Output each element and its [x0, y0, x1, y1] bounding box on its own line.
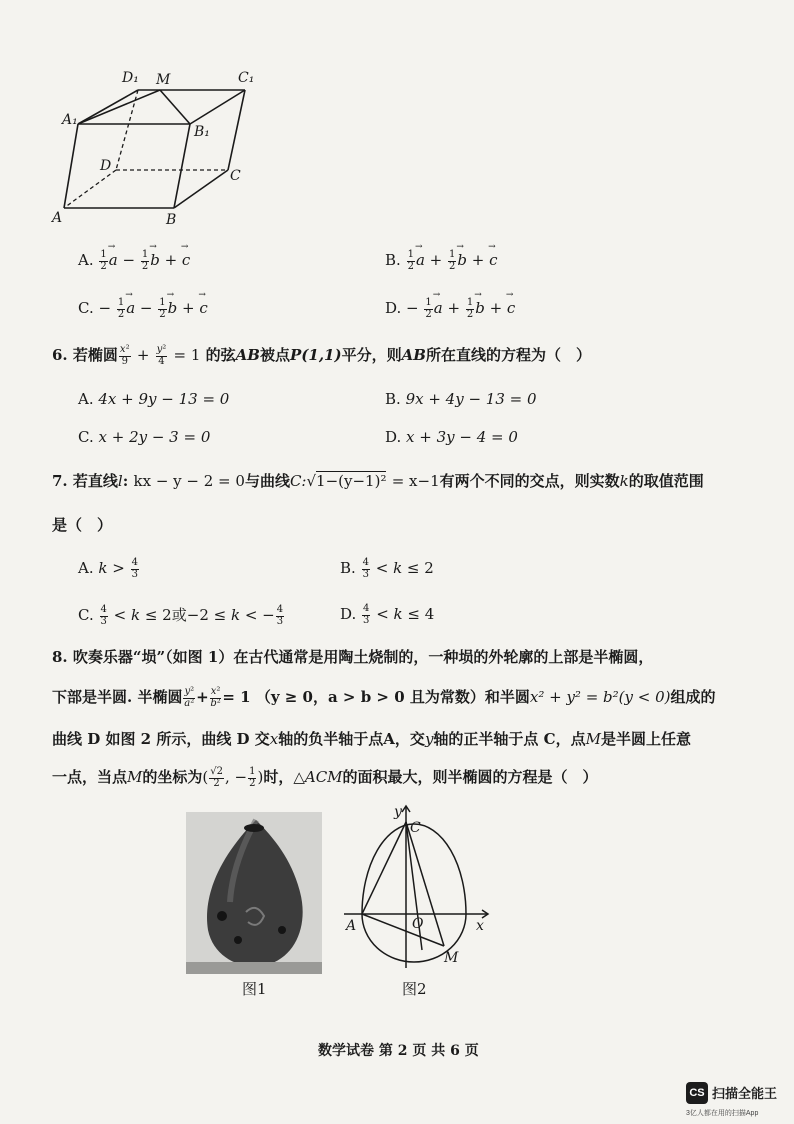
fig2-label-x: x	[476, 918, 484, 934]
label-a1: A₁	[62, 112, 78, 128]
option-letter: B.	[385, 251, 401, 269]
q8-stem-line4: 一点，当点M的坐标为( $\frac{√2}{2}$ , − $\frac{1}{2}$ )时，△ACM的面积最大，则半椭圆的方程是（ ）	[52, 766, 598, 789]
label-d: D	[100, 158, 112, 174]
q8-text: 组成的	[670, 688, 716, 706]
option-text: 9x + 4y − 13 = 0	[405, 390, 537, 408]
label-d1: D₁	[122, 70, 139, 86]
q7-line-equation: kx − y − 2 = 0	[133, 472, 245, 490]
q8-text: 时，△	[263, 768, 305, 786]
q5-option-d[interactable]: D. − $\frac{1}{2}$ → a + $\frac{1}{2}$ → b + → c	[385, 298, 515, 320]
q8-stem-line1	[52, 646, 653, 667]
q7-radicand: 1−(y−1)²	[316, 472, 387, 490]
q6-stem-text: 若椭圆	[72, 346, 118, 364]
q6-stem-text: 的弦	[205, 346, 236, 364]
scanner-tagline: 3亿人都在用的扫描App	[686, 1110, 759, 1117]
q8-text: 曲线 D 如图 2 所示，曲线 D 交	[52, 730, 270, 748]
q8-text: 是半圆上任意	[600, 730, 691, 748]
q7-text: 有两个不同的交点，则实数	[439, 472, 620, 490]
q6-stem: 6. 若椭圆 $\frac{\text{x²}}{9}$ + $\frac{\text{y²}}{4}$ = 1 的弦AB被点P(1,1)平分，则AB所在直线的方程为（ ）	[52, 344, 591, 367]
xun-photo	[186, 812, 322, 974]
scanner-brand: 扫描全能王	[712, 1086, 778, 1101]
q7-text: 若直线	[72, 472, 118, 490]
q5-option-a[interactable]: A. $\frac{1}{2}$ → a − $\frac{1}{2}$ → b + → c	[78, 250, 190, 272]
q8-text: （y ≥ 0，a > b > 0 且为常数）和半圆	[255, 688, 530, 706]
option-letter: B.	[385, 390, 401, 408]
q7-option-b[interactable]: B. $\frac{4}{3}$ < k ≤ 2	[340, 557, 434, 580]
label-m: M	[156, 72, 171, 88]
question-number: 7.	[52, 472, 68, 490]
label-a: A	[52, 210, 63, 226]
q7-curve-name: C:	[289, 472, 307, 490]
fig2-label-y: y	[394, 804, 402, 820]
option-letter: A.	[78, 559, 94, 577]
q8-text: 一点，当点	[52, 768, 128, 786]
q8-stem-line2: 下部是半圆. 半椭圆 $\frac{\text{y²}}{\text{a²}}$ + $\frac{\text{x²}}{\text{b²}}$ = 1 （y ≥ 0，a > b > 0 且为常数）和半圆x² + y² = b²(y < 0)组成的	[52, 686, 716, 709]
q5-option-c[interactable]: C. − $\frac{1}{2}$ → a − $\frac{1}{2}$ → b + → c	[78, 298, 208, 320]
option-letter: B.	[340, 559, 356, 577]
q6-stem-text: 平分，则	[341, 346, 402, 364]
option-letter: A.	[78, 390, 94, 408]
q8-text: 轴的负半轴于点	[278, 730, 384, 748]
page-footer: 数学试卷 第 2 页 共 6 页	[318, 1043, 479, 1059]
q6-option-a[interactable]	[78, 390, 229, 408]
option-letter: D.	[340, 605, 357, 623]
q5-option-b[interactable]: B. $\frac{1}{2}$ → a + $\frac{1}{2}$ → b + → c	[385, 250, 498, 272]
question-number: 8.	[52, 648, 68, 666]
q6-option-c[interactable]	[78, 428, 210, 446]
q7-option-a[interactable]: A. k > $\frac{4}{3}$	[78, 557, 138, 580]
option-text: 4x + 9y − 13 = 0	[98, 390, 230, 408]
option-letter: D.	[385, 299, 402, 317]
q7-stem-line2: 是（ ）	[52, 516, 113, 534]
label-b1: B₁	[194, 124, 210, 140]
q8-stem-line3: 曲线 D 如图 2 所示，曲线 D 交x轴的负半轴于点A，交y轴的正半轴于点 C，点M是半圆上任意	[52, 730, 691, 748]
fig2-label-o: O	[412, 916, 424, 932]
q7-option-c[interactable]: C. $\frac{4}{3}$ < k ≤ 2或−2 ≤ k < − $\frac{4}{3}$	[78, 604, 284, 627]
question-number: 6.	[52, 346, 68, 364]
q7-curve-rhs: = x−1	[391, 472, 440, 490]
option-letter: C.	[78, 299, 94, 317]
parallelepiped-figure	[50, 62, 260, 230]
fig2-label-m: M	[444, 950, 459, 966]
or-word: 或	[171, 606, 187, 624]
camscanner-logo-icon: CS	[686, 1082, 708, 1104]
q8-text: 吹奏乐器“埙”（如图 1）在古代通常是用陶土烧制的，一种埙的外轮廓的上部是半椭圆，	[72, 648, 654, 666]
q6-stem-text: 被点	[260, 346, 291, 364]
option-letter: D.	[385, 428, 402, 446]
q6-option-d[interactable]	[385, 428, 518, 446]
q7-text: 与曲线	[244, 472, 290, 490]
q7-stem: 7. 若直线l: kx − y − 2 = 0与曲线C:√1−(y−1)² = x−1有两个不同的交点，则实数k的取值范围	[52, 472, 704, 490]
option-letter: A.	[78, 251, 94, 269]
q7-option-d[interactable]: D. $\frac{4}{3}$ < k ≤ 4	[340, 603, 435, 626]
xun-instrument-image	[186, 812, 322, 974]
q8-text: 的面积最大，则半椭圆的方程是（ ）	[342, 768, 598, 786]
q8-text: 轴的正半轴于点 C，点	[433, 730, 586, 748]
figure2-label: 图2	[402, 980, 427, 998]
option-text: x + 3y − 4 = 0	[406, 428, 518, 446]
q6-stem-text: 所在直线的方程为（ ）	[425, 346, 591, 364]
q6-option-b[interactable]	[385, 390, 537, 408]
q6-point: P(1,1)	[290, 346, 342, 364]
label-c: C	[230, 168, 241, 184]
q8-text: 的坐标为	[142, 768, 203, 786]
fig2-label-c: C	[410, 820, 421, 836]
q7-k: k	[619, 472, 629, 490]
q8-text: ，交	[394, 730, 425, 748]
q8-semicircle-eq: x² + y² = b²(y < 0)	[529, 688, 671, 706]
figure1-label: 图1	[242, 980, 267, 998]
q8-text: 下部是半圆. 半椭圆	[52, 688, 183, 706]
q8-triangle: ACM	[304, 768, 343, 786]
option-letter: C.	[78, 606, 94, 624]
label-c1: C₁	[238, 70, 255, 86]
q7-text: 的取值范围	[628, 472, 704, 490]
label-b: B	[166, 212, 177, 228]
fig2-label-a: A	[346, 918, 357, 934]
option-text: x + 2y − 3 = 0	[98, 428, 211, 446]
figure2-diagram	[340, 800, 500, 972]
option-letter: C.	[78, 428, 94, 446]
